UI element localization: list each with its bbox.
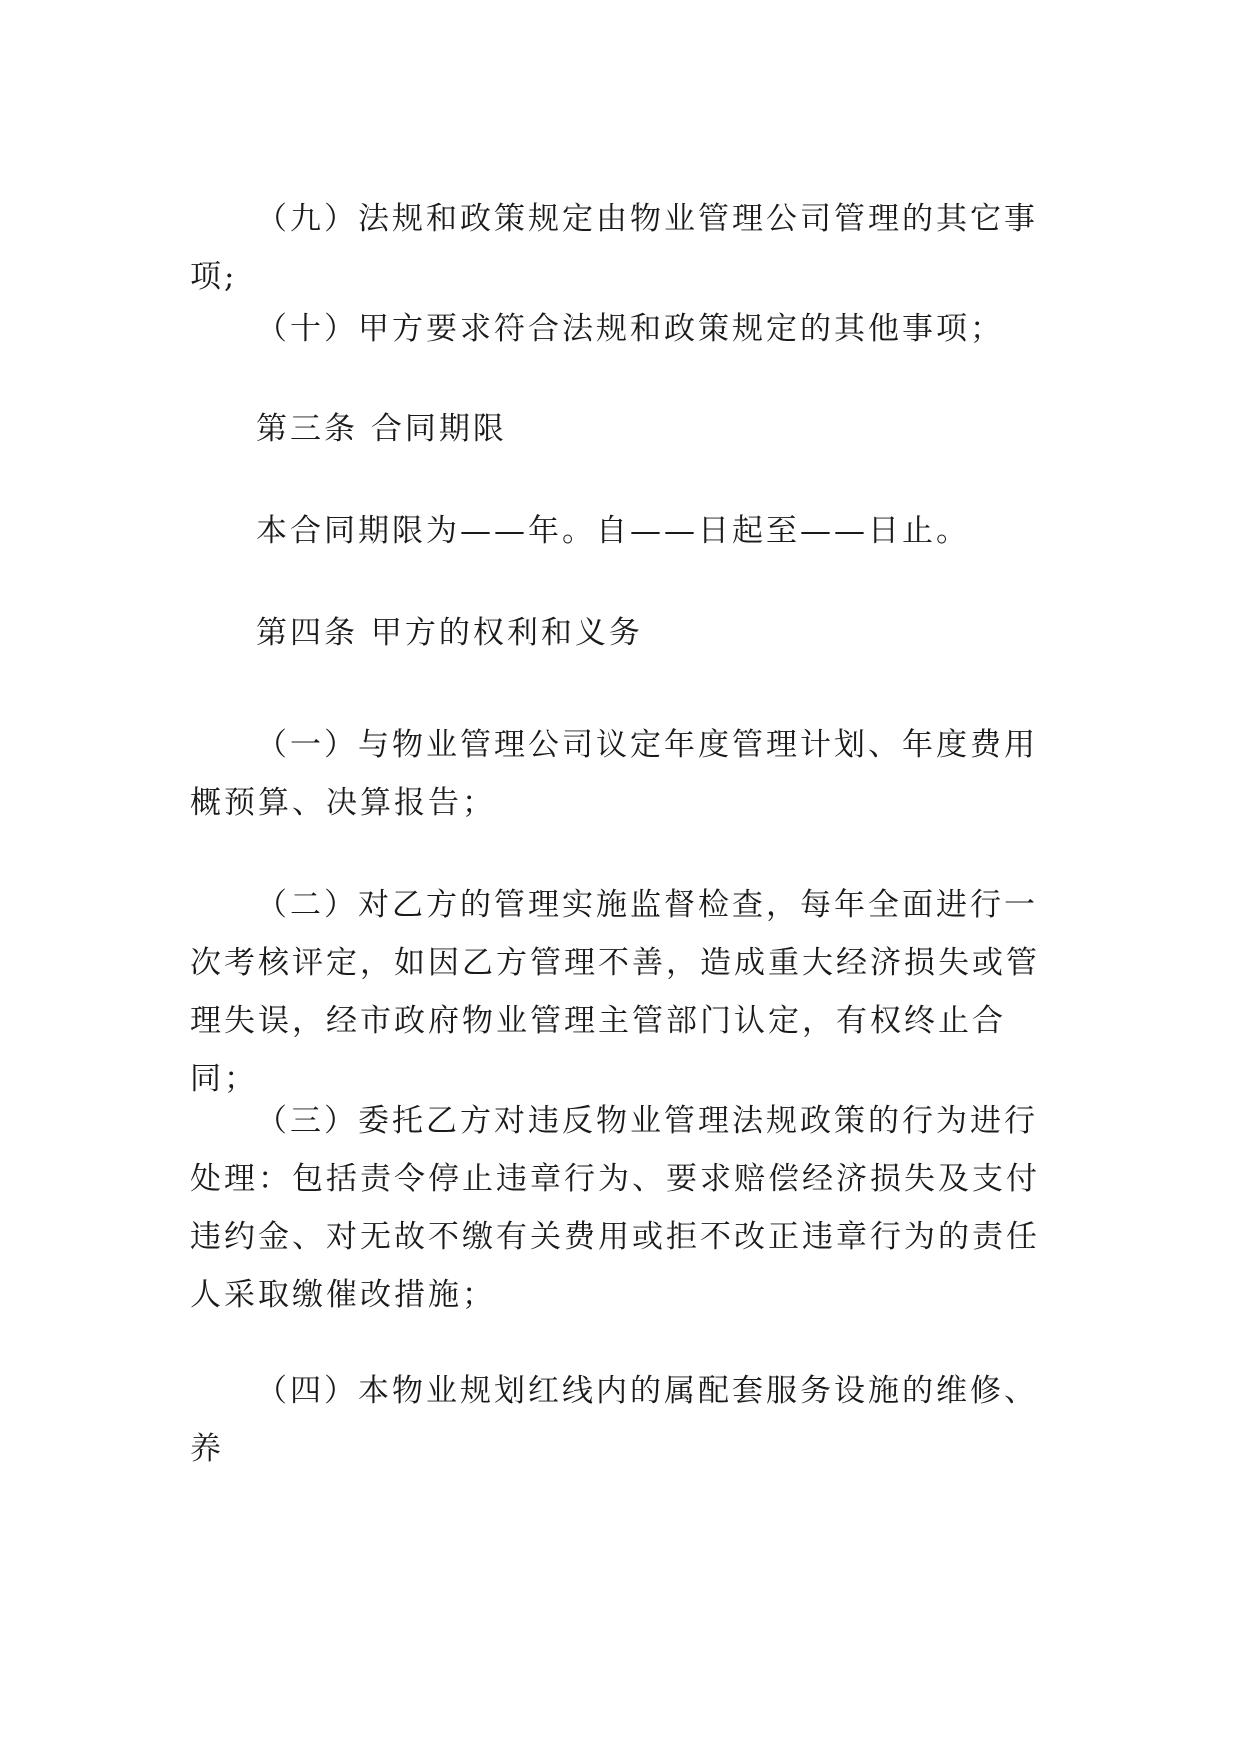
article-3-heading: 第三条 合同期限	[256, 411, 507, 447]
article-4-item-4: （四）本物业规划红线内的属配套服务设施的维修、养	[190, 1373, 1038, 1467]
article-4-item-3: （三）委托乙方对违反物业管理法规政策的行为进行处理：包括责令停止违章行为、要求赔偿经济损失及支付违约金、对无故不缴有关费用或拒不改正违章行为的责任人采取缴催改措施；	[190, 1103, 1040, 1313]
article-4-heading: 第四条 甲方的权利和义务	[256, 615, 643, 651]
paragraph-item-9: （九）法规和政策规定由物业管理公司管理的其它事项;	[190, 201, 1038, 295]
article-4-item-1: （一）与物业管理公司议定年度管理计划、年度费用概预算、决算报告；	[190, 727, 1038, 821]
article-3-body: 本合同期限为——年。自——日起至——日止。	[256, 513, 970, 549]
paragraph-item-10: （十）甲方要求符合法规和政策规定的其他事项；	[256, 311, 1004, 347]
article-4-item-2: （二）对乙方的管理实施监督检查，每年全面进行一次考核评定，如因乙方管理不善，造成重大经济损失或管理失误，经市政府物业管理主管部门认定，有权终止合同；	[190, 887, 1040, 1097]
